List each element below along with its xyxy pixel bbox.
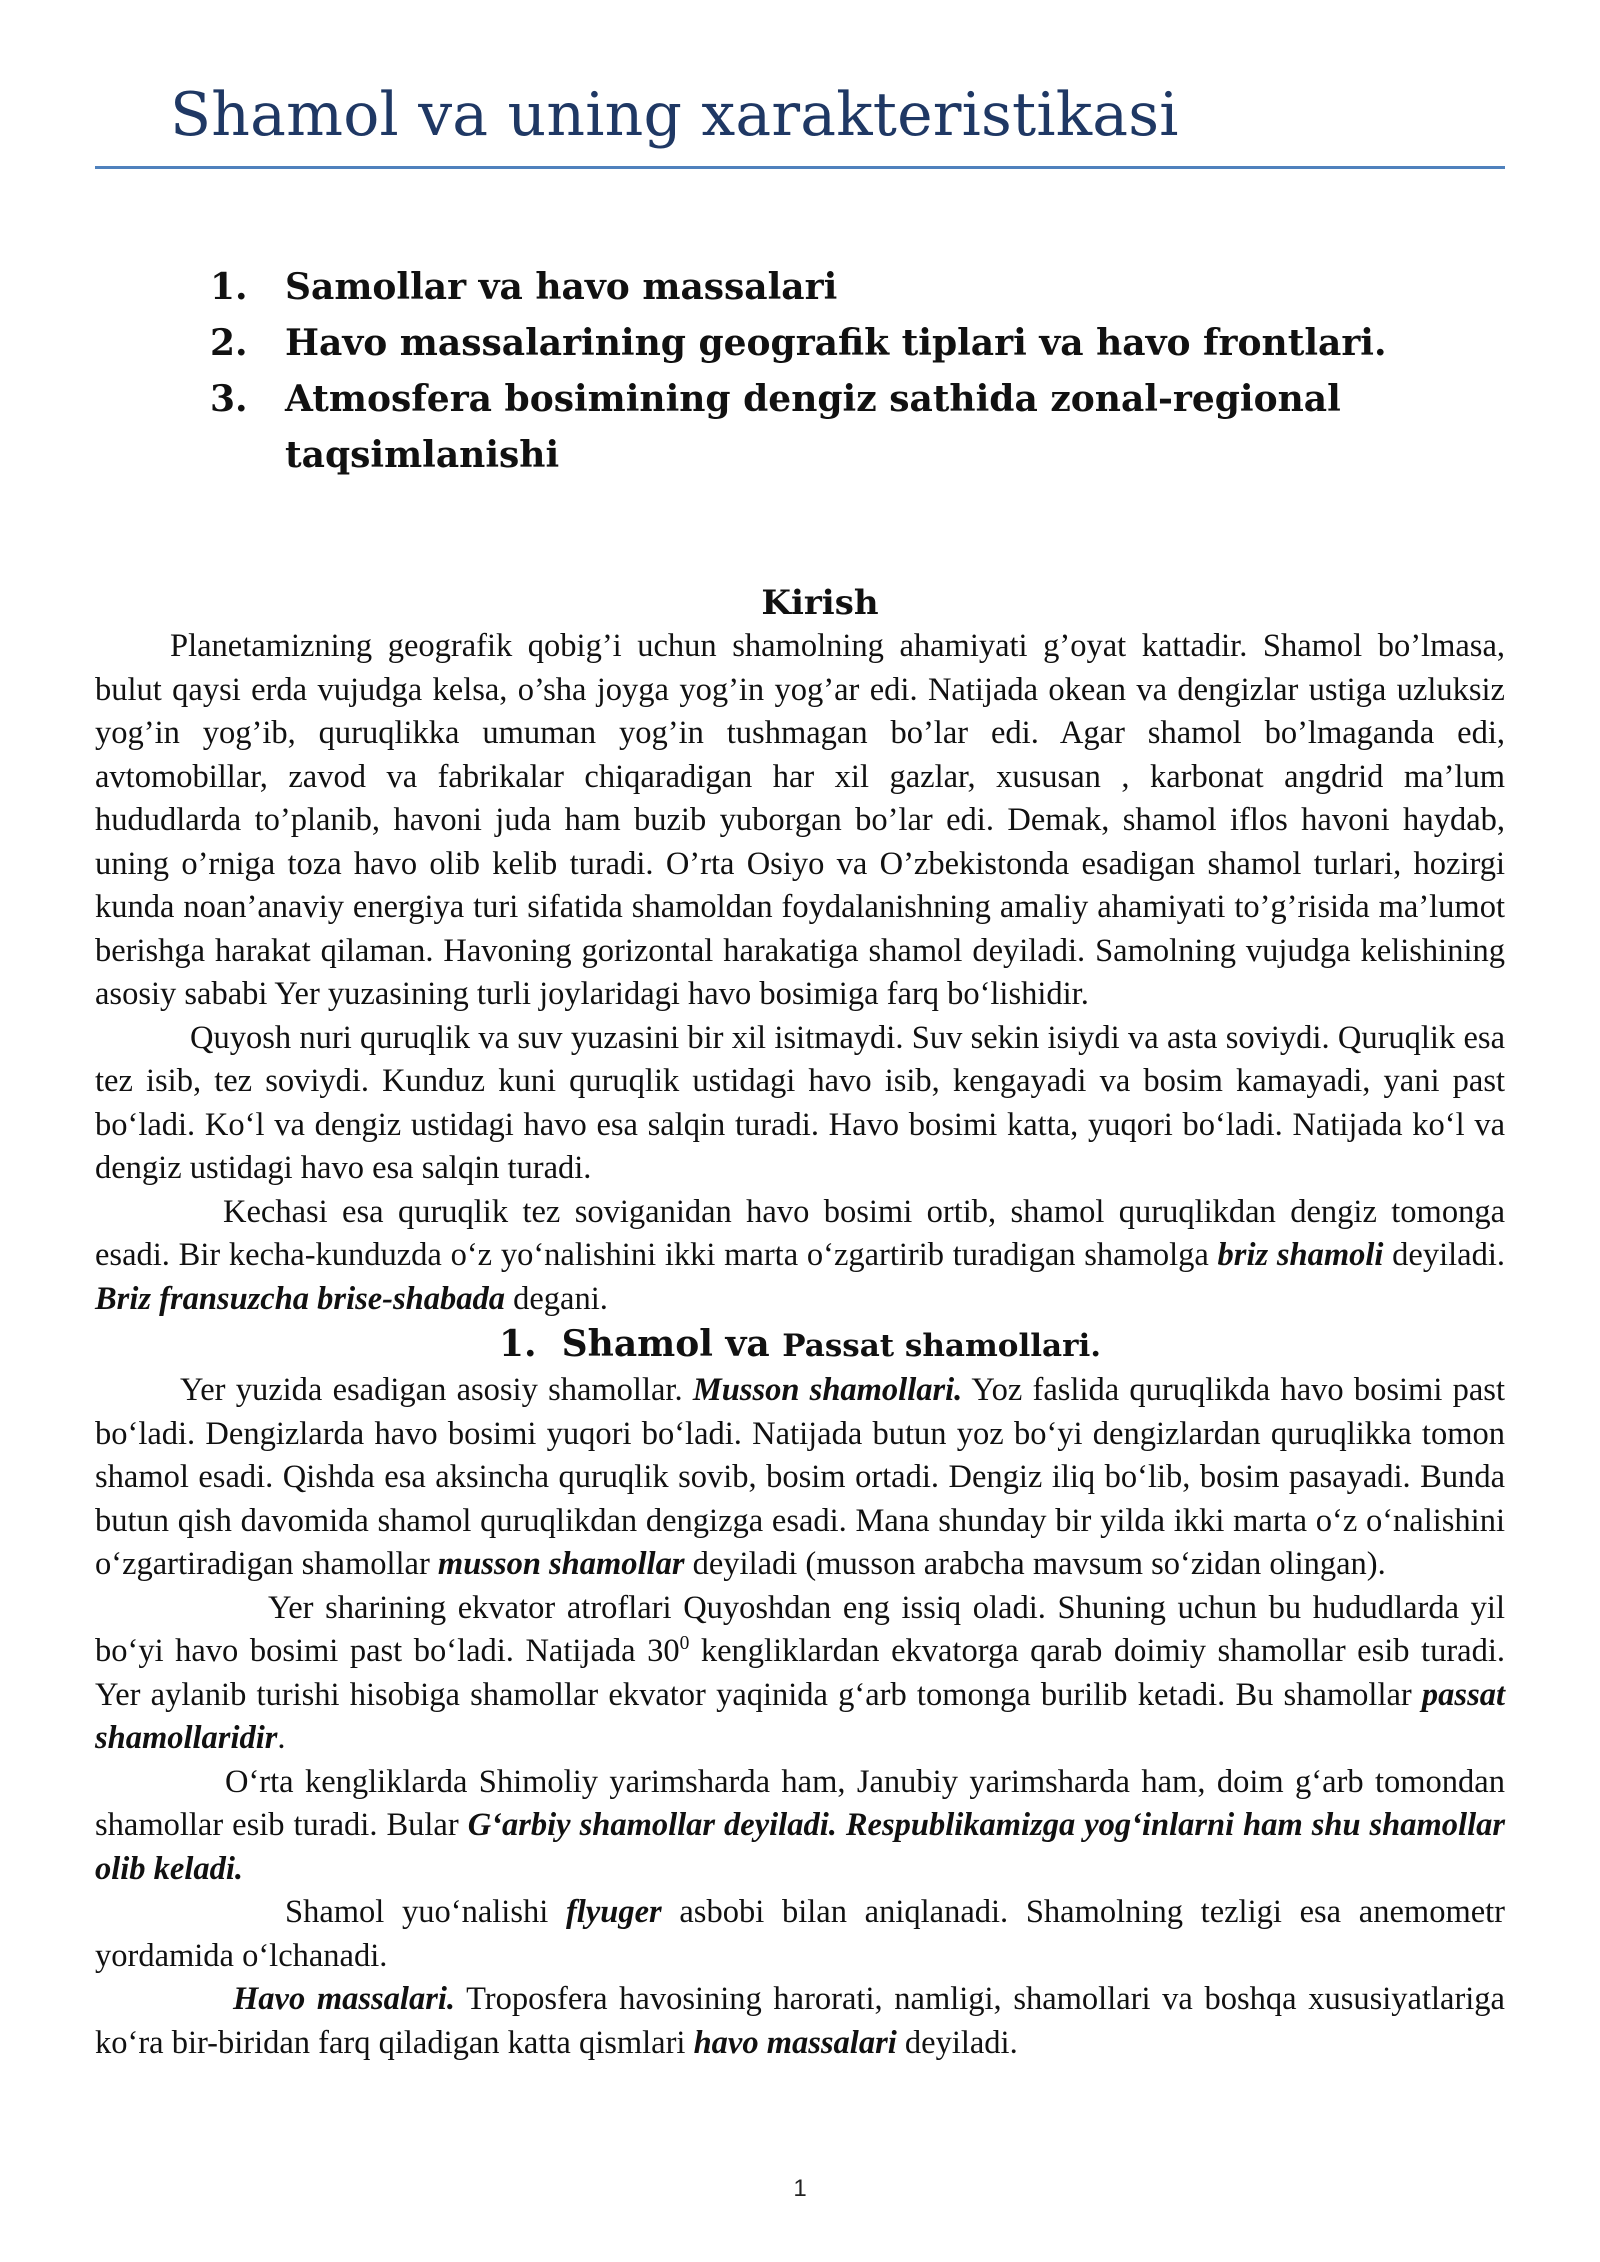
intro-heading: Kirish: [761, 583, 879, 623]
outline-item: [210, 259, 1505, 315]
paragraph-air-masses: [95, 1978, 1505, 2065]
paragraph-heating: Quyosh nuri quruqlik va suv yuzasini bir xil isitmaydi. Suv sekin isiydi va asta soviydi. Quruqlik esa tez isib, tez soviydi. Kunduz kuni quruqlik ustidagi havo isib, kengayadi va bosim kamayadi, yani past bo‘ladi. Ko‘l va dengiz ustidagi havo esa salqin turadi. Havo bosimi katta, yuqori bo‘ladi. Natijada ko‘l va dengiz ustidagi havo esa salqin turadi.: [95, 1019, 1505, 1186]
breeze-etymology: Briz fransuzcha brise-shabada: [95, 1280, 505, 1317]
section-heading-1: [95, 1321, 1505, 1369]
trade-winds-text: Yer sharining ekvator atroflari Quyoshdan eng issiq oladi. Shuning uchun bu hududlarda yil bo‘yi havo bosimi past bo‘ladi. Natijada 30: [95, 1589, 1505, 1669]
monsoon-text: Yoz faslida quruqlikda havo bosimi past bo‘ladi. Dengizlarda havo bosimi yuqori bo‘ladi. Natijada butun yoz bo‘yi dengizlardan quruqlikka tomon shamol esadi. Qishda esa aksincha quruqlik sovib, bosim ortadi. Dengiz iliq bo‘lib, bosim pasayadi. Bunda butun qish davomida shamol quruqlikdan dengizga esadi. Mana shunday bir yilda ikki marta o‘z o‘nalishini o‘zgartiradigan shamollar: [95, 1372, 1505, 1582]
section-number: 1.: [498, 1323, 537, 1365]
monsoon-term: Musson shamollari.: [692, 1372, 963, 1408]
monsoon-term: musson shamollar: [437, 1546, 685, 1582]
air-masses-term: Havo massalari.: [233, 1981, 456, 2017]
paragraph-breeze: [95, 1191, 1505, 1322]
instrument-term: flyuger: [565, 1894, 662, 1930]
title-underline: [95, 166, 1505, 169]
westerlies-term: G‘arbiy shamollar deyiladi. Respublikamizga yog‘inlarni ham shu shamollar olib keladi.: [95, 1807, 1505, 1887]
air-masses-text: Troposfera havosining harorati, namligi, shamollari va boshqa xususiyatlariga ko‘ra bir-biridan farq qiladigan katta qismlari: [95, 1981, 1505, 2061]
topic-outline: [95, 259, 1505, 483]
monsoon-text: deyiladi (musson arabcha mavsum so‘zidan olingan).: [684, 1546, 1386, 1582]
outline-item: [210, 315, 1505, 371]
section-title-part: Shamol va: [561, 1323, 783, 1365]
trade-winds-text: kengliklardan ekvatorga qarab doimiy shamollar esib turadi. Yer aylanib turishi hisobiga shamollar ekvator yaqinida g‘arb tomonga burilib ketadi. Bu shamollar: [95, 1633, 1505, 1713]
air-masses-text: deyiladi.: [896, 2024, 1018, 2061]
section-title-part: Passat shamollari.: [782, 1328, 1102, 1364]
page-title: Shamol va uning xarakteristikasi: [170, 80, 1179, 150]
instruments-text: Shamol yuo‘nalishi: [285, 1894, 566, 1930]
outline-number: 3.: [210, 378, 248, 420]
westerlies-text: O‘rta kengliklarda Shimoliy yarimsharda ham, Janubiy yarimsharda ham, doim g‘arb tomondan shamollar esib turadi. Bular: [95, 1763, 1505, 1843]
trade-winds-term: passat shamollaridir: [95, 1676, 1505, 1756]
page-number: 1: [793, 2175, 807, 2202]
paragraph-monsoon: [95, 1369, 1505, 1587]
outline-number: 1.: [210, 266, 248, 308]
monsoon-text: Yer yuzida esadigan asosiy shamollar.: [180, 1372, 693, 1408]
paragraph-instruments: [95, 1891, 1505, 1978]
outline-text: Samollar va havo massalari: [285, 266, 838, 308]
paragraph-westerlies: [95, 1761, 1505, 1892]
degree-superscript: 0: [679, 1633, 690, 1655]
breeze-text: Kechasi esa quruqlik tez soviganidan havo bosimi ortib, shamol quruqlikdan dengiz tomonga esadi. Bir kecha-kunduzda o‘z yo‘nalishini ikki marta o‘zgartirib turadigan shamolga: [95, 1193, 1505, 1273]
intro-paragraph: Planetamizning geografik qobig’i uchun shamolning ahamiyati g’oyat kattadir. Shamol bo’lmasa, bulut qaysi erda vujudga kelsa, o’sha joyga yog’in yog’ar edi. Natijada okean va dengizlar ustiga uzluksiz yog’in yog’ib, quruqlikka umuman yog’in tushmagan bo’lar edi. Agar shamol bo’lmaganda edi, avtomobillar, zavod va fabrikalar chiqaradigan har xil gazlar, xususan , karbonat angdrid ma’lum hududlarda to’planib, havoni juda ham buzib yuborgan bo’lar edi. Demak, shamol iflos havoni haydab, uning o’rniga toza havo olib kelib turadi. O’rta Osiyo va O’zbekistonda esadigan shamol turlari, hozirgi kunda noan’anaviy energiya turi sifatida shamoldan foydalanishning amaliy ahamiyati to’g’risida ma’lumot berishga harakat qilaman. Havoning gorizontal harakatiga shamol deyiladi. Samolning vujudga kelishining asosiy sababi Yer yuzasining turli joylaridagi havo bosimiga farq bo‘lishidir.: [95, 628, 1505, 1012]
air-masses-term: havo massalari: [693, 2024, 897, 2061]
trade-winds-text: .: [277, 1720, 286, 1756]
instruments-text: asbobi bilan aniqlanadi. Shamolning tezligi esa anemometr yordamida o‘lchanadi.: [95, 1894, 1505, 1974]
paragraph-trade-winds: [95, 1587, 1505, 1761]
outline-text: Havo massalarining geografik tiplari va havo frontlari.: [285, 322, 1387, 364]
breeze-text: deyiladi.: [1383, 1237, 1505, 1273]
breeze-term: briz shamoli: [1217, 1237, 1384, 1273]
outline-item: [210, 371, 1505, 483]
breeze-text: degani.: [504, 1280, 608, 1317]
outline-text: Atmosfera bosimining dengiz sathida zonal-regional taqsimlanishi: [285, 378, 1341, 476]
outline-number: 2.: [210, 322, 248, 364]
